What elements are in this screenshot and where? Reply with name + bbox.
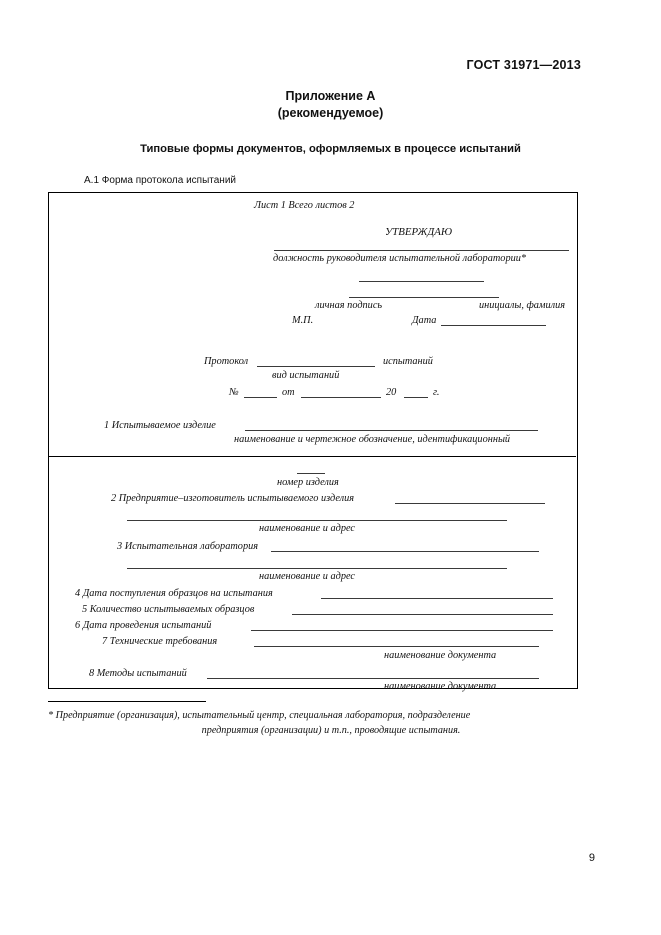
item-4-fill-line[interactable] xyxy=(321,598,553,599)
initials-fill-line[interactable] xyxy=(349,297,499,298)
item-7-label: 7 Технические требования xyxy=(102,636,218,647)
item-8-caption: наименование документа xyxy=(384,681,497,692)
protocol-number-fill-line[interactable] xyxy=(244,397,277,398)
year-prefix: 20 xyxy=(386,387,397,398)
page-number: 9 xyxy=(588,852,595,864)
annex-title-line1: Приложение А xyxy=(285,89,376,103)
forms-subtitle: Типовые формы документов, оформляемых в процессе испытаний xyxy=(140,143,521,155)
item-7-caption: наименование документа xyxy=(384,650,497,661)
protocol-word: Протокол xyxy=(204,356,249,367)
item-4-label: 4 Дата поступления образцов на испытания xyxy=(75,588,273,599)
position-caption: должность руководителя испытательной лаборатории* xyxy=(273,253,527,264)
footnote xyxy=(48,708,614,738)
protocol-form-box xyxy=(48,192,578,692)
item-1-label: 1 Испытываемое изделие xyxy=(104,420,216,431)
item-3-caption: наименование и адрес xyxy=(259,571,355,582)
item-8-label: 8 Методы испытаний xyxy=(89,668,187,679)
protocol-tail: испытаний xyxy=(383,356,433,367)
date-label: Дата xyxy=(412,315,437,326)
footnote-separator xyxy=(48,701,206,702)
protocol-kind-fill-line[interactable] xyxy=(257,366,375,367)
form-section-divider xyxy=(49,456,576,457)
item-5-label: 5 Количество испытываемых образцов xyxy=(82,604,255,615)
initials-caption: инициалы, фамилия xyxy=(479,300,566,311)
item-7-fill-line[interactable] xyxy=(254,646,539,647)
item-1-fill-line[interactable] xyxy=(245,430,538,431)
item-2-caption: наименование и адрес xyxy=(259,523,355,534)
year-suffix: г. xyxy=(433,387,440,398)
date-fill-line[interactable] xyxy=(441,325,546,326)
item-1-caption: наименование и чертежное обозначение, идентификационный xyxy=(234,434,511,445)
item-3-fill-line[interactable] xyxy=(271,551,539,552)
from-date-fill-line[interactable] xyxy=(301,397,381,398)
year-fill-line[interactable] xyxy=(404,397,428,398)
test-kind-caption: вид испытаний xyxy=(272,370,340,381)
seal-label: М.П. xyxy=(292,315,314,326)
sheet-info: Лист 1 Всего листов 2 xyxy=(254,200,355,211)
item-2-fill-line-2[interactable] xyxy=(127,520,507,521)
item-6-label: 6 Дата проведения испытаний xyxy=(75,620,212,631)
position-fill-line[interactable] xyxy=(274,250,569,251)
approve-heading: УТВЕРЖДАЮ xyxy=(385,226,452,238)
item-2-fill-line[interactable] xyxy=(395,503,545,504)
from-label: от xyxy=(282,387,295,398)
signature-fill-line[interactable] xyxy=(359,281,484,282)
item-2-label: 2 Предприятие–изготовитель испытываемого изделия xyxy=(111,493,355,504)
annex-title xyxy=(0,88,661,122)
item-3-label: 3 Испытательная лаборатория xyxy=(117,541,259,552)
section-label-a1: А.1 Форма протокола испытаний xyxy=(84,175,236,186)
item-8-fill-line[interactable] xyxy=(207,678,539,679)
item-1b-caption: номер изделия xyxy=(277,477,339,488)
item-3-fill-line-2[interactable] xyxy=(127,568,507,569)
footnote-line-2: предприятия (организации) и т.п., проводящие испытания. xyxy=(201,725,461,736)
annex-title-line2: (рекомендуемое) xyxy=(277,106,384,120)
item-1b-fill-line[interactable] xyxy=(297,473,325,474)
item-6-fill-line[interactable] xyxy=(251,630,553,631)
standard-reference-header: ГОСТ 31971—2013 xyxy=(466,58,581,72)
item-5-fill-line[interactable] xyxy=(292,614,553,615)
protocol-number-label: № xyxy=(229,387,239,398)
footnote-line-1: * Предприятие (организация), испытательный центр, специальная лаборатория, подразделение xyxy=(48,710,471,721)
signature-caption: личная подпись xyxy=(315,300,383,311)
